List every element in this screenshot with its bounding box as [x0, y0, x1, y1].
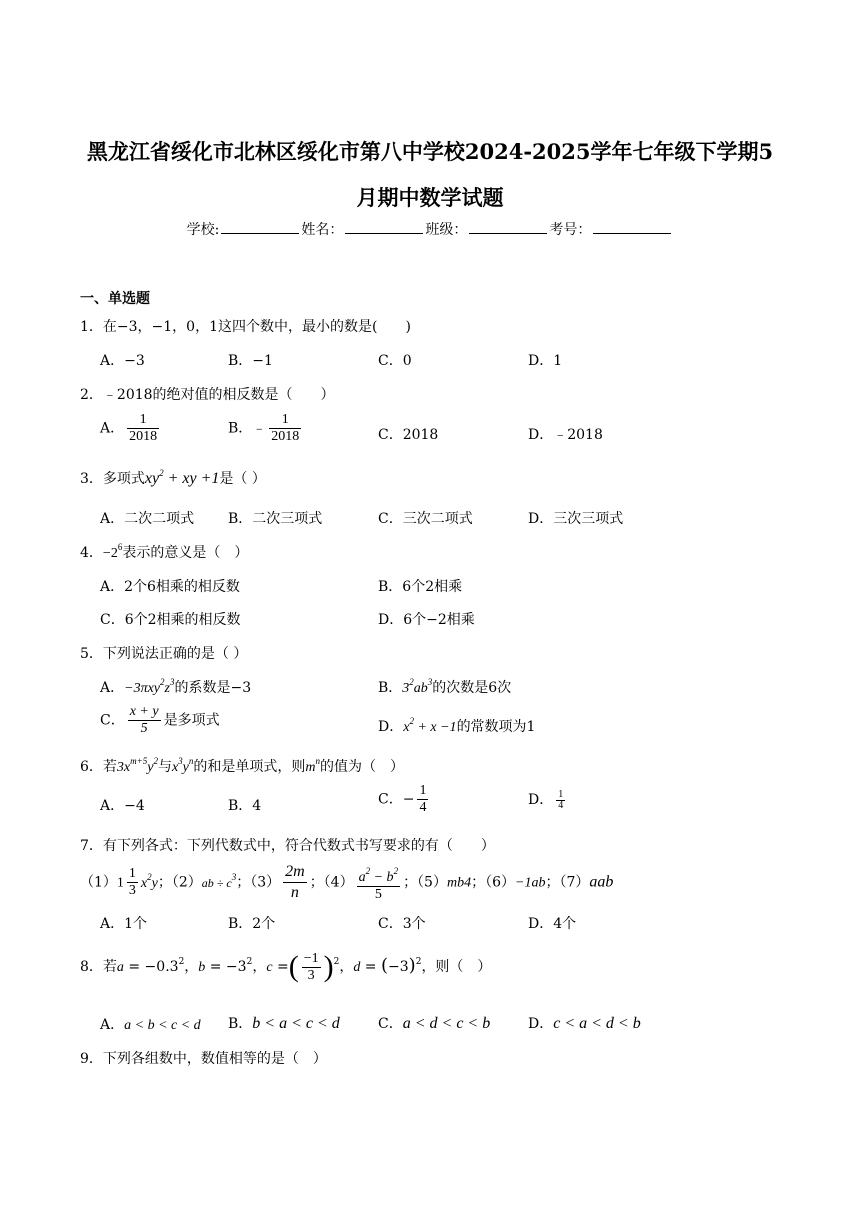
- q6-option-a[interactable]: A．−4: [100, 798, 145, 814]
- q2-b-label: B．﹣: [228, 420, 267, 437]
- q1-option-b[interactable]: B．−1: [228, 353, 273, 369]
- q6-c-label: C．−: [378, 791, 415, 808]
- q8-stem-post: ，则（ ）: [421, 959, 492, 975]
- q6-term1: $3x^{m+5}y^2$: [116, 756, 158, 775]
- q6-term2: $x^3y^n$: [171, 756, 194, 775]
- q3-stem-pre: 3．多项式: [80, 471, 145, 487]
- q3-option-b[interactable]: B．二次三项式: [228, 511, 323, 527]
- q2-b-den: 2018: [271, 429, 300, 444]
- q8-c-expression: a < d < c < b: [402, 1015, 491, 1032]
- q5-a-expression: $-3\pi xy^2z^3$: [124, 677, 175, 696]
- q6-c-den: 4: [419, 800, 427, 815]
- q6-stem-mid1: 与: [157, 759, 172, 775]
- q6-stem-post: 的值为（ ）: [320, 759, 404, 775]
- q1-option-c[interactable]: C．0: [378, 353, 412, 369]
- q4-option-a[interactable]: A．2个6相乘的相反数: [100, 579, 240, 595]
- q8-option-a[interactable]: A．a < b < c < d: [100, 1017, 201, 1033]
- q3-option-a[interactable]: A．二次二项式: [100, 511, 195, 527]
- question-1-stem: 1．在−3，−1，0，1这四个数中，最小的数是( ): [80, 319, 411, 335]
- q5-c-den: 5: [140, 721, 148, 736]
- section-heading: 一、单选题: [80, 291, 150, 307]
- school-field[interactable]: [221, 219, 299, 234]
- question-2-stem: 2．﹣2018的绝对值的相反数是（ ）: [80, 387, 335, 403]
- q4-option-b[interactable]: B．6个2相乘: [378, 579, 463, 595]
- q1-option-d[interactable]: D．1: [528, 353, 563, 369]
- q7-option-a[interactable]: A．1个: [100, 916, 148, 932]
- q2-option-d[interactable]: D．﹣2018: [528, 427, 603, 443]
- q2-a-num: 1: [127, 412, 159, 429]
- number-field[interactable]: [593, 219, 671, 234]
- q8-option-d[interactable]: D．c < a < d < b: [528, 1015, 641, 1032]
- q4-option-c[interactable]: C．6个2相乘的相反数: [100, 612, 241, 628]
- q6-d-num: 1: [558, 788, 564, 800]
- question-5-stem: 5．下列说法正确的是（ ）: [80, 646, 248, 662]
- q2-a-den: 2018: [129, 429, 158, 444]
- q6-stem-pre: 6．若: [80, 759, 117, 775]
- q2-b-num: 1: [269, 412, 301, 429]
- question-9-stem: 9．下列各组数中，数值相等的是（ ）: [80, 1051, 327, 1067]
- q6-option-b[interactable]: B．4: [228, 798, 262, 814]
- q6-term3: $m^n$: [305, 756, 320, 775]
- q6-stem-mid2: 的和是单项式，则: [193, 759, 306, 775]
- q5-b-expression: $3^2ab^3$: [402, 677, 433, 696]
- q2-b-fraction: [269, 412, 301, 445]
- q6-c-fraction: [417, 783, 428, 816]
- q2-a-fraction: [127, 412, 159, 445]
- q5-d-expression: $x^2 + x -1$: [403, 716, 457, 735]
- q3-option-c[interactable]: C．三次二项式: [378, 511, 473, 527]
- q3-option-d[interactable]: D．三次三项式: [528, 511, 624, 527]
- q6-d-den: 4: [558, 799, 564, 811]
- q8-stem-pre: 8．若: [80, 959, 117, 975]
- q5-c-post: 是多项式: [163, 712, 220, 729]
- student-info-row: [0, 219, 860, 239]
- q5-option-a[interactable]: A．$-3\pi xy^2z^3$的系数是−3: [100, 677, 252, 696]
- question-3-stem: [80, 468, 266, 488]
- q5-b-post: 的次数是6次: [432, 680, 512, 696]
- q5-option-b[interactable]: B．$3^2ab^3$的次数是6次: [378, 677, 512, 696]
- q8-d-expression: c < a < d < b: [553, 1015, 641, 1032]
- q5-c-num: x + y: [129, 704, 159, 719]
- q2-option-a[interactable]: [100, 412, 162, 445]
- q6-option-d[interactable]: [528, 789, 568, 811]
- q6-option-c[interactable]: [378, 783, 431, 816]
- q7-option-c[interactable]: C．3个: [378, 916, 426, 932]
- exam-title-line1: 黑龙江省绥化市北林区绥化市第八中学校2024-2025学年七年级下学期5: [86, 139, 774, 164]
- q2-option-c[interactable]: C．2018: [378, 427, 439, 443]
- question-7-stem: 7．有下列各式：下列代数式中，符合代数式书写要求的有（ ）: [80, 838, 495, 854]
- q6-d-label: D．: [528, 792, 554, 808]
- q8-a-expression: a < b < c < d: [124, 1018, 201, 1033]
- q4-expression: $-2^6$: [102, 542, 123, 561]
- class-label: 班级：: [425, 222, 468, 238]
- q6-d-fraction: [556, 790, 565, 811]
- q7-option-d[interactable]: D．4个: [528, 916, 577, 932]
- q8-option-c[interactable]: C．a < d < c < b: [378, 1015, 491, 1032]
- number-label: 考号：: [549, 222, 592, 238]
- q7-option-b[interactable]: B．2个: [228, 916, 276, 932]
- q5-a-post: 的系数是−3: [174, 680, 252, 696]
- q2-a-label: A．: [100, 420, 125, 437]
- q5-option-c[interactable]: C． $\frac{x + y}{5}$ 是多项式: [100, 704, 220, 736]
- q4-stem-pre: 4．: [80, 545, 103, 561]
- q3-stem-post: 是（ ）: [219, 471, 266, 487]
- class-field[interactable]: [469, 219, 547, 234]
- q7-expressions: （1）1 $\frac{1}{3}$ $x^2y$；$(2)ab \div c^3$；（3） $\frac{2m}{n}$ ；（4） $\frac{a^2 - b^2}{5}$ ；（5）mb4；（6）−1ab；（7）aab: [80, 863, 614, 902]
- q8-b-expression: b < a < c < d: [252, 1015, 340, 1032]
- name-field[interactable]: [345, 219, 423, 234]
- name-label: 姓名：: [301, 222, 344, 238]
- q4-stem-post: 表示的意义是（ ）: [122, 545, 249, 561]
- q5-d-post: 的常数项为1: [456, 719, 536, 735]
- question-8-stem: 8．若$a = -0.3^2$，$b = -3^2$，c =( $\frac{-1}{3}$ )$^2$，$d = (-3)^2$，则（ ）: [80, 950, 492, 983]
- q1-option-a[interactable]: A．−3: [100, 353, 145, 369]
- school-label: 学校:: [186, 222, 220, 238]
- question-4-stem: [80, 542, 248, 562]
- q4-option-d[interactable]: D．6个−2相乘: [378, 612, 475, 628]
- question-6-stem: [80, 756, 404, 776]
- exam-title-line2: 月期中数学试题: [356, 185, 504, 210]
- q5-option-d[interactable]: D．$x^2 + x -1$的常数项为1: [378, 716, 536, 735]
- q8-option-b[interactable]: B．b < a < c < d: [228, 1015, 340, 1032]
- q6-c-num: 1: [419, 783, 427, 798]
- q2-option-b[interactable]: [228, 412, 304, 445]
- q5-c-fraction: [128, 704, 161, 737]
- q3-polynomial: $xy^2$ + xy +1: [144, 468, 220, 487]
